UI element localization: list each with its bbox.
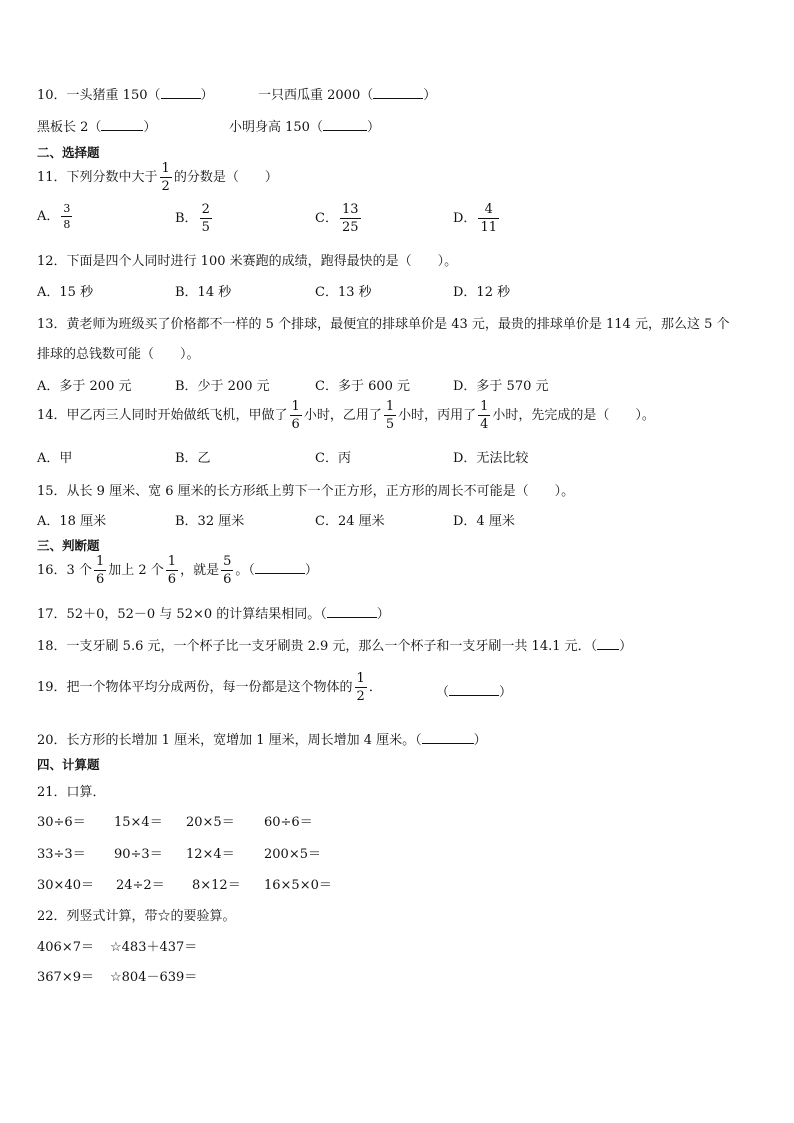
q14-fraction-1: $\frac{1}{6}$ [291, 399, 300, 432]
q12-option-b[interactable]: B．14 秒 [175, 285, 232, 300]
q10-line1: 10．一头猪重 150（ ） [37, 88, 214, 103]
q14-fraction-3: $\frac{1}{4}$ [480, 399, 489, 432]
q16-fraction-1: $\frac{1}{6}$ [95, 554, 105, 587]
q13-option-c[interactable]: C．多于 600 元 [315, 379, 411, 394]
q11-option-d[interactable]: D． $\frac{4}{11}$ [453, 202, 497, 235]
q11-option-a[interactable]: A． $\frac{3}{8}$ [37, 202, 71, 231]
q19-stem: 19．把一个物体平均分成两份，每一份都是这个物体的 $\frac{1}{2}$ ． [37, 671, 382, 704]
q19-answer: （ ） [436, 685, 513, 700]
q22-title: 22．列竖式计算，带☆的要验算。 [37, 909, 236, 924]
section-title-judge: 三、判断题 [37, 538, 100, 553]
q22-item: ☆483＋437＝ [110, 940, 198, 955]
q10-watermelon-blank[interactable] [373, 87, 423, 99]
q21-item: 20×5＝ [186, 815, 235, 830]
q13-option-a[interactable]: A．多于 200 元 [37, 379, 132, 394]
q15-option-d[interactable]: D．4 厘米 [453, 514, 515, 529]
q21-item: 90÷3＝ [114, 847, 163, 862]
q12-option-d[interactable]: D．12 秒 [453, 285, 511, 300]
q14-option-d[interactable]: D．无法比较 [453, 451, 529, 466]
q12-stem: 12．下面是四个人同时进行 100 米赛跑的成绩，跑得最快的是（ ）。 [37, 254, 458, 269]
q22-item: 367×9＝ [37, 970, 94, 985]
q12-option-a[interactable]: A．15 秒 [37, 285, 94, 300]
q18-stem: 18．一支牙刷 5.6 元，一个杯子比一支牙刷贵 2.9 元，那么一个杯子和一支牙刷一共 14.1 元．（ ） [37, 639, 633, 654]
q11-fraction: $\frac{1}{2}$ [161, 161, 170, 194]
q13-option-b[interactable]: B．少于 200 元 [175, 379, 270, 394]
q21-item: 16×5×0＝ [264, 878, 332, 893]
q10-height: 小明身高 150（ ） [229, 120, 380, 135]
q22-item: ☆804－639＝ [110, 970, 198, 985]
q14-stem: 14．甲乙丙三人同时开始做纸飞机，甲做了 $\frac{1}{6}$ 小时，乙用了 $\frac{1}{5}$ 小时，丙用了 $\frac{1}{4}$ 小时，先完成的是（ ）。 [37, 399, 655, 432]
q13-stem-line2: 排球的总钱数可能（ ）。 [37, 347, 200, 362]
q10-pig-blank[interactable] [161, 87, 201, 99]
q14-option-c[interactable]: C．丙 [315, 451, 351, 466]
q15-option-c[interactable]: C．24 厘米 [315, 514, 385, 529]
q16-stem: 16．3 个 $\frac{1}{6}$ 加上 2 个 $\frac{1}{6}$ ，就是 $\frac{5}{6}$ 。（ ） [37, 554, 318, 587]
section-title-calc: 四、计算题 [37, 757, 100, 772]
q11-option-c[interactable]: C． $\frac{13}{25}$ [315, 202, 359, 235]
q14-option-a[interactable]: A．甲 [37, 451, 73, 466]
q13-option-d[interactable]: D．多于 570 元 [453, 379, 549, 394]
q10-pig-label: 10．一头猪重 150（ [37, 88, 161, 103]
q21-item: 200×5＝ [264, 847, 321, 862]
q21-item: 30÷6＝ [37, 815, 86, 830]
q20-stem: 20．长方形的长增加 1 厘米，宽增加 1 厘米，周长增加 4 厘米。（ ） [37, 733, 487, 748]
q21-item: 8×12＝ [192, 878, 241, 893]
q13-stem-line1: 13．黄老师为班级买了价格都不一样的 5 个排球，最便宜的排球单价是 43 元，最贵的排球单价是 114 元，那么这 5 个 [37, 317, 730, 332]
q10-blackboard-blank[interactable] [101, 119, 143, 131]
q19-answer-blank[interactable] [449, 684, 499, 696]
section-title-choice: 二、选择题 [37, 145, 100, 160]
q20-answer-blank[interactable] [422, 732, 474, 744]
q14-option-b[interactable]: B．乙 [175, 451, 211, 466]
q12-option-c[interactable]: C．13 秒 [315, 285, 372, 300]
q21-item: 30×40＝ [37, 878, 94, 893]
q10-height-blank[interactable] [323, 119, 367, 131]
q15-option-a[interactable]: A．18 厘米 [37, 514, 107, 529]
q15-stem: 15．从长 9 厘米、宽 6 厘米的长方形纸上剪下一个正方形，正方形的周长不可能是（ ）。 [37, 484, 575, 499]
q11-stem: 11．下列分数中大于 $\frac{1}{2}$ 的分数是（ ） [37, 161, 278, 194]
q10-line2: 黑板长 2（ ） [37, 120, 157, 135]
q21-item: 12×4＝ [186, 847, 235, 862]
q10-watermelon: 一只西瓜重 2000（ ） [258, 88, 437, 103]
q11-option-b[interactable]: B． $\frac{2}{5}$ [175, 202, 210, 235]
q17-answer-blank[interactable] [327, 606, 377, 618]
q19-fraction: $\frac{1}{2}$ [356, 671, 365, 704]
q16-fraction-3: $\frac{5}{6}$ [223, 554, 232, 587]
q21-item: 24÷2＝ [116, 878, 165, 893]
q16-answer-blank[interactable] [255, 562, 305, 574]
q21-item: 33÷3＝ [37, 847, 86, 862]
q21-item: 15×4＝ [114, 815, 163, 830]
q16-fraction-2: $\frac{1}{6}$ [167, 554, 177, 587]
q22-item: 406×7＝ [37, 940, 94, 955]
q14-fraction-2: $\frac{1}{5}$ [385, 399, 395, 432]
q21-item: 60÷6＝ [264, 815, 313, 830]
q17-stem: 17．52＋0，52－0 与 52×0 的计算结果相同。（ ） [37, 607, 390, 622]
q21-title: 21．口算． [37, 785, 106, 800]
q15-option-b[interactable]: B．32 厘米 [175, 514, 245, 529]
q18-answer-blank[interactable] [597, 638, 619, 650]
